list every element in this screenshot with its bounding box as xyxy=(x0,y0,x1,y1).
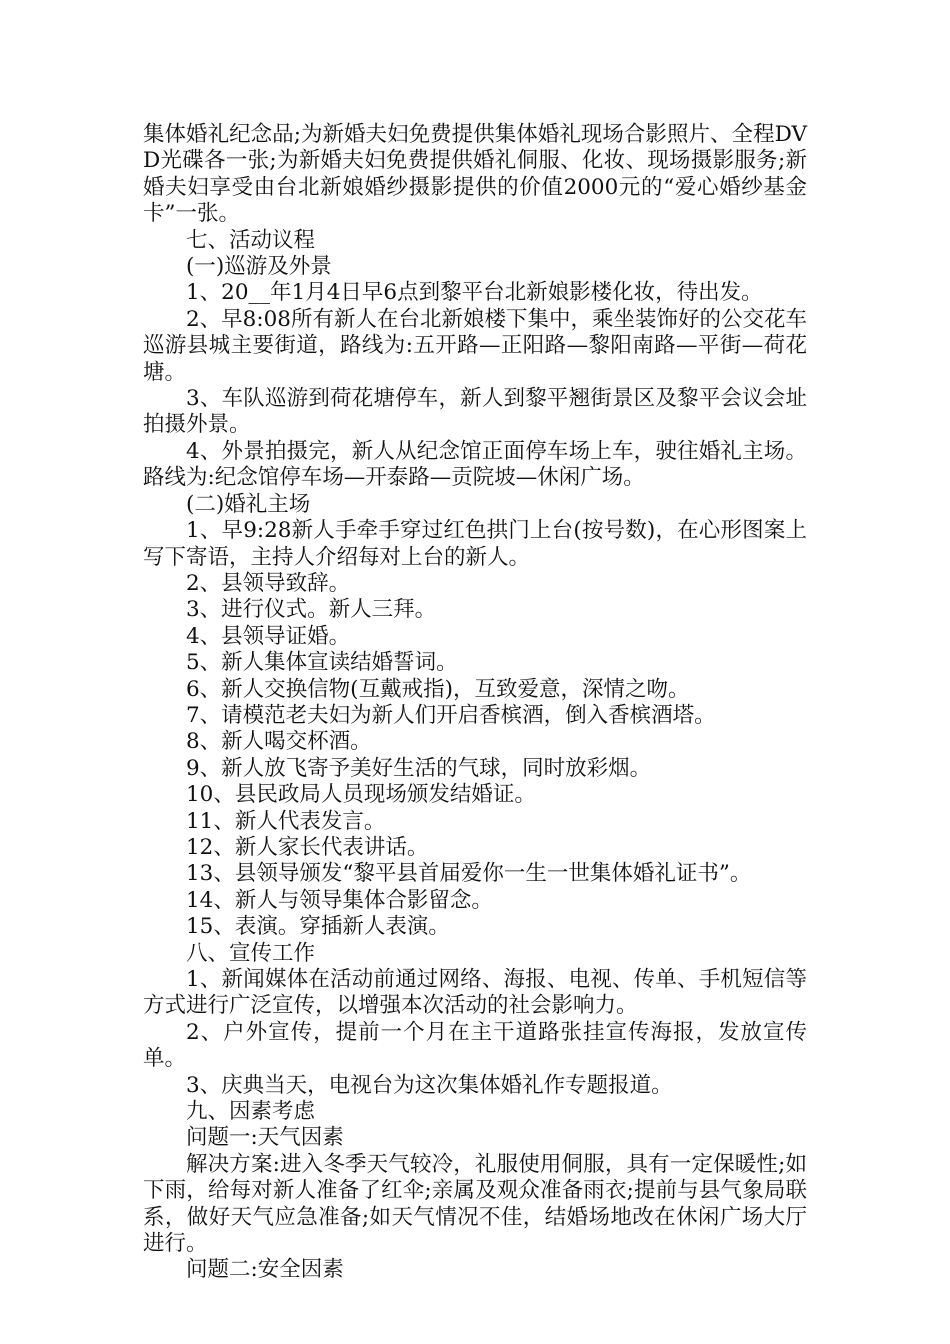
solution-paragraph: 解决方案:进入冬季天气较冷，礼服使用侗服，具有一定保暖性;如下雨，给每对新人准备了红伞;亲属及观众准备雨衣;提前与县气象局联系，做好天气应急准备;如天气情况不佳，结婚场地改在休闲广场大厅进行。 xyxy=(143,1151,807,1257)
list-item: 4、外景拍摄完，新人从纪念馆正面停车场上车，驶往婚礼主场。路线为:纪念馆停车场—开泰路—贡院坡—休闲广场。 xyxy=(143,438,807,491)
list-item: 1、新闻媒体在活动前通过网络、海报、电视、传单、手机短信等方式进行广泛宣传，以增强本次活动的社会影响力。 xyxy=(143,967,807,1019)
list-item: 5、新人集体宣读结婚誓词。 xyxy=(186,650,458,676)
list-item: 2、县领导致辞。 xyxy=(186,570,351,596)
subsection-heading: (一)巡游及外景 xyxy=(186,254,332,280)
list-item: 11、新人代表发言。 xyxy=(186,808,386,834)
section-heading-7: 七、活动议程 xyxy=(186,227,316,253)
list-item: 15、表演。穿插新人表演。 xyxy=(186,914,450,940)
list-item: 12、新人家长代表讲话。 xyxy=(186,834,429,860)
list-item: 14、新人与领导集体合影留念。 xyxy=(186,887,493,913)
list-item: 13、县领导颁发“黎平县首届爱你一生一世集体婚礼证书”。 xyxy=(186,861,752,887)
document-body xyxy=(143,122,807,1284)
list-item: 3、庆典当天，电视台为这次集体婚礼作专题报道。 xyxy=(186,1072,673,1098)
list-item: 1、20__年1月4日早6点到黎平台北新娘影楼化妆，待出发。 xyxy=(186,280,763,306)
list-item: 4、县领导证婚。 xyxy=(186,623,351,649)
list-item: 2、早8:08所有新人在台北新娘楼下集中，乘坐装饰好的公交花车巡游县城主要街道，路线为:五开路—正阳路—黎阳南路—平街—荷花塘。 xyxy=(143,306,807,385)
paragraph: 集体婚礼纪念品;为新婚夫妇免费提供集体婚礼现场合影照片、全程DVD光碟各一张;为新婚夫妇免费提供婚礼侗服、化妆、现场摄影服务;新婚夫妇享受由台北新娘婚纱摄影提供的价值2000元的“爱心婚纱基金卡”一张。 xyxy=(143,122,807,227)
section-heading-9: 九、因素考虑 xyxy=(186,1099,316,1125)
subsection-heading: (二)婚礼主场 xyxy=(186,491,311,517)
list-item: 3、车队巡游到荷花塘停车，新人到黎平翘街景区及黎平会议会址拍摄外景。 xyxy=(143,386,807,438)
list-item: 1、早9:28新人手牵手穿过红色拱门上台(按号数)，在心形图案上写下寄语，主持人介绍每对上台的新人。 xyxy=(143,518,807,570)
list-item: 3、进行仪式。新人三拜。 xyxy=(186,597,437,623)
list-item: 7、请模范老夫妇为新人们开启香槟酒，倒入香槟酒塔。 xyxy=(186,702,716,728)
list-item: 6、新人交换信物(互戴戒指)，互致爱意，深情之吻。 xyxy=(186,676,690,702)
problem-heading: 问题一:天气因素 xyxy=(186,1125,344,1151)
section-heading-8: 八、宣传工作 xyxy=(186,940,316,966)
list-item: 2、户外宣传，提前一个月在主干道路张挂宣传海报，发放宣传单。 xyxy=(143,1019,807,1072)
list-item: 10、县民政局人员现场颁发结婚证。 xyxy=(186,782,536,808)
list-item: 8、新人喝交杯酒。 xyxy=(186,729,372,755)
list-item: 9、新人放飞寄予美好生活的气球，同时放彩烟。 xyxy=(186,755,652,781)
problem-heading: 问题二:安全因素 xyxy=(186,1257,344,1283)
